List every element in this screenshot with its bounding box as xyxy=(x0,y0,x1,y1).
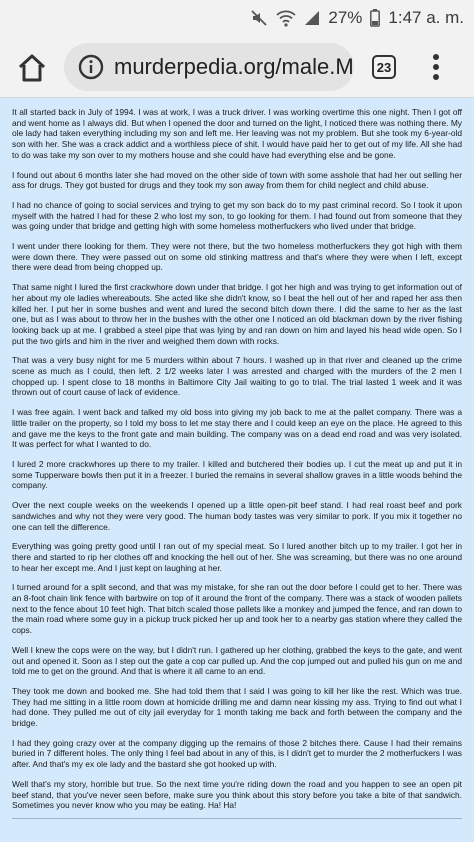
paragraph: Everything was going pretty good until I ran out of my special meat. So I lured another bitch up to my trailer. I got her in there and started to rip her clothes off and knocking the hell out of her. She was screaming, but there was no one around to hear her except me. And I just kept on laughing at her. xyxy=(12,541,462,573)
url-text: murderpedia.org/male.M xyxy=(114,54,354,79)
page-content xyxy=(0,98,474,842)
paragraph: Well I knew the cops were on the way, but I didn't run. I gathered up her clothing, grabbed the keys to the gate, and went out and opened it. Soon as I step out the gate a cop car pulled up. And the cop jumped out and pulled his gun on me and told me to get on the ground. And that is where it all came to an end. xyxy=(12,644,462,677)
home-button[interactable] xyxy=(14,50,50,86)
paragraph: I had they going crazy over at the company digging up the remains of those 2 bitches there. Cause I had their remains buried in 7 different holes. The only thing I feel bad about in any of this, is I didn't get to murder the 2 motherfuckers I was after. And that's my ex ole lady and the bastard she got hooked up with. xyxy=(12,737,462,770)
menu-button[interactable] xyxy=(426,52,446,82)
address-bar[interactable] xyxy=(64,43,354,91)
paragraph: I had no chance of going to social services and trying to get my son back do to my past criminal record. So I took it upon myself with the hatred I had for these 2 who lost my son, to go looking for them. I had found out from someone that they was going under that bridge and getting high with some homeless motherfuckers who lived under that bridge. xyxy=(12,199,462,232)
divider xyxy=(12,818,462,819)
paragraph: It all started back in July of 1994. I was at work, I was a truck driver. I was working overtime this one night. Then I got off and went home as I always did. But when I opened the door and turned on the light, I noticed there was nothing there. My ole lady had taken everything including my son and left me. Her leaving was not my problem. But she took my 6-year-old son with her. She was a crack addict and a worthless piece of shit. I would have paid her to get out of my life. All she had to do was take my son over to my mothers house and she could have had everything else and be gone. xyxy=(12,107,462,160)
paragraph: That was a very busy night for me 5 murders within about 7 hours. I washed up in that river and cleaned up the crime scene as much as I could, then left. 2 1/2 weeks later I was arrested and charged with the murders of the 2 men I chopped up. I spent close to 18 months in Baltimore City Jail waiting to go to trial. The trial lasted 1 week and it was thrown out of court cause of lack of evidence. xyxy=(12,355,462,398)
paragraph: I was free again. I went back and talked my old boss into giving my job back to me at the pallet company. There was a little trailer on the property, so I told my boss to let me stay there and I could keep an eye on the place. He agreed to this and gave me the keys to the front gate and main building. The company was on a dead end road and was very isolated. It was perfect for what I wanted to do. xyxy=(12,407,462,450)
paragraph: Well that's my story, horrible but true. So the next time you're riding down the road and you happen to see an open pit beef stand, that you've never seen before, make sure you think about this story before you take a bite of that sandwich. Sometimes you never know who you may be eating. Ha! Ha! xyxy=(12,778,462,811)
browser-toolbar xyxy=(0,36,474,98)
info-icon[interactable] xyxy=(78,54,104,80)
more-vert-icon xyxy=(426,52,446,82)
wifi-icon xyxy=(276,9,296,27)
mute-icon xyxy=(250,9,268,27)
paragraph: Over the next couple weeks on the weekends I opened up a little open-pit beef stand. I had real roast beef and pork sandwiches and why not they were very good. The human body tastes was very similar to pork. If you mix it together no one can tell the difference. xyxy=(12,500,462,532)
clock: 1:47 a. m. xyxy=(388,8,464,27)
paragraph: That same night I lured the first crackwhore down under that bridge. I got her high and was trying to get information out of her about my ole ladies whereabouts. She acted like she didn't know, so I beat the hell out of her and raped her ass then killed her. I put her in some bushes and went and lured the second bitch down there. I did the same to her as the last one, but as I was about to throw her in the bushes with the other one I noticed an old blackman down by the river fishing looking back up at me. I grabbed a steel pipe that was lying by and ran down on him and layed his head wide open. So I put the two girls and him in the river and weighed them down with rocks. xyxy=(12,282,462,346)
battery-icon xyxy=(370,9,380,27)
paragraph: They took me down and booked me. She had told them that I said I was going to kill her like the rest. Which was true. They had me sitting in a little room down at homicide drilling me and damn near kissing my ass. Trying to find out what I had done. They pulled me out of city jail everyday for 1 month taking me back and forth between the company and the bridge. xyxy=(12,685,462,729)
paragraph: I turned around for a split second, and that was my mistake, for she ran out the door before I could get to her. There was an 8-foot chain link fence with barbwire on top of it around the front of the company. There was a stack of wooden pallets next to the fence about 10 feet high. That bitch scaled those pallets like a monkey and jumped the fence, and ran down to the main road where some guy in a pickup truck picked her up and took her to a nearby gas station where they called the cops. xyxy=(12,582,462,636)
battery-percent: 27% xyxy=(328,8,363,27)
signal-icon xyxy=(304,10,320,26)
tab-switcher-button[interactable]: 23 xyxy=(372,55,396,79)
paragraph: I went under there looking for them. They were not there, but the two homeless motherfuckers they got high with them were down there. They were passed out on some old stinking mattress and that's where they were when I left, except there were dead from being chopped up. xyxy=(12,241,462,273)
paragraph: I lured 2 more crackwhores up there to my trailer. I killed and butchered their bodies up. I cut the meat up and put it in some Tupperware bowls then put it in a freezer. I buried the remains in several shallow graves in a little woods behind the company. xyxy=(12,458,462,491)
paragraph: I found out about 6 months later she had moved on the other side of town with some asshole that had her out selling her ass for drugs. They got busted for drugs and they took my son away from them for child neglect and child abuse. xyxy=(12,169,462,191)
home-icon xyxy=(14,50,50,86)
article-body xyxy=(12,107,462,820)
status-bar xyxy=(0,0,474,36)
